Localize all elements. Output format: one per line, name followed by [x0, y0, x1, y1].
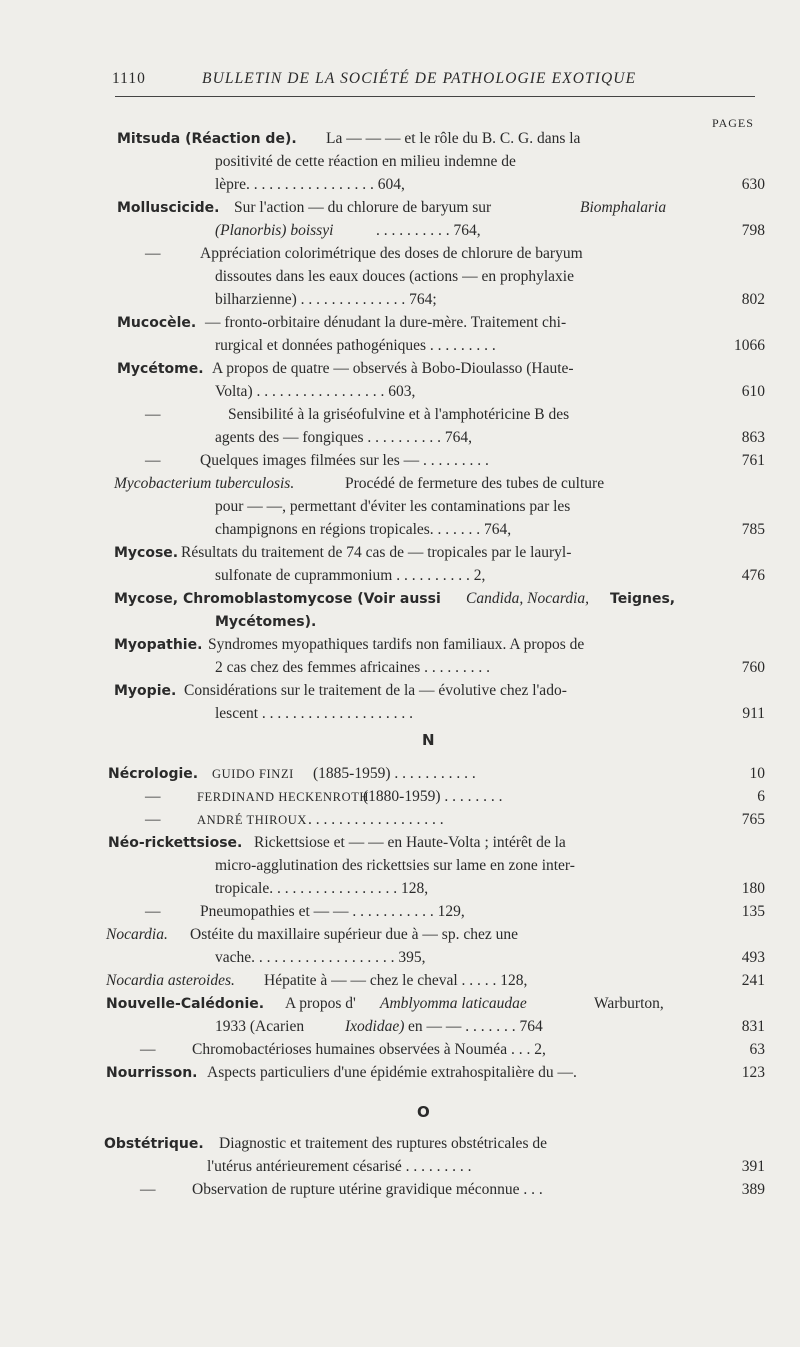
journal-title: BULLETIN DE LA SOCIÉTÉ DE PATHOLOGIE EXOTIQUE [202, 70, 637, 87]
person-name: GUIDO FINZI [212, 767, 294, 781]
entry-heading: Mitsuda (Réaction de). [117, 131, 297, 147]
entry-text: micro-agglutination des rickettsies sur lame en zone inter- [215, 857, 575, 874]
entry-text: sulfonate de cuprammonium . . . . . . . . . . 2, [215, 567, 486, 584]
ditto-dash: — [140, 1041, 156, 1058]
entry-text: Procédé de fermeture des tubes de culture [345, 475, 605, 492]
entry-italic-text: Candida, Nocardia, [466, 590, 590, 607]
page-reference: 241 [741, 972, 765, 989]
entry-italic-text: (Planorbis) boissyi [215, 222, 334, 239]
entry-italic-heading: Nocardia asteroides. [106, 972, 235, 989]
page-reference: 831 [741, 1018, 765, 1035]
page-reference: 123 [741, 1064, 765, 1081]
entry-text: agents des — fongiques . . . . . . . . . . 764, [215, 429, 473, 446]
person-name: ANDRÉ THIROUX [197, 813, 307, 827]
entry-heading: Nourrisson. [106, 1065, 198, 1081]
entry-text: Chromobactérioses humaines observées à Nouméa . . . 2, [192, 1041, 546, 1058]
entry-italic-text: Amblyomma laticaudae [380, 995, 527, 1012]
pages-column-label: PAGES [712, 116, 754, 130]
entry-text: pour — —, permettant d'éviter les contaminations par les [215, 498, 571, 515]
entry-text: 2 cas chez des femmes africaines . . . . . . . . . [215, 659, 491, 676]
page-reference: 911 [742, 705, 765, 722]
entry-text: Aspects particuliers d'une épidémie extrahospitalière du —. [207, 1064, 577, 1081]
entry-text: en — — . . . . . . . 764 [408, 1018, 543, 1035]
page-reference: 135 [741, 903, 765, 920]
entry-heading: Teignes, [610, 591, 676, 607]
entry-text: champignons en régions tropicales. . . . . . . 764, [215, 521, 512, 538]
entry-text: Appréciation colorimétrique des doses de chlorure de baryum [200, 245, 583, 262]
entry-text: (1880-1959) . . . . . . . . [363, 788, 503, 805]
entry-text: Volta) . . . . . . . . . . . . . . . . . 603, [215, 383, 416, 400]
page-reference: 180 [741, 880, 765, 897]
page-reference: 389 [741, 1181, 765, 1198]
entry-text: Sur l'action — du chlorure de baryum sur [234, 199, 492, 216]
entry-text: Diagnostic et traitement des ruptures obstétricales de [219, 1135, 547, 1152]
page-reference: 765 [741, 811, 765, 828]
ditto-dash: — [145, 811, 161, 828]
entry-heading: Nouvelle-Calédonie. [106, 996, 265, 1012]
entry-text: . . . . . . . . . . . . . . . . . . [308, 811, 444, 828]
entry-text: A propos de quatre — observés à Bobo-Dioulasso (Haute- [212, 360, 574, 377]
entry-text: lescent . . . . . . . . . . . . . . . . . . . . [215, 705, 414, 722]
entry-text: lèpre. . . . . . . . . . . . . . . . . 604, [215, 176, 405, 193]
page-reference: 391 [741, 1158, 765, 1175]
ditto-dash: — [140, 1181, 156, 1198]
page-reference: 493 [741, 949, 765, 966]
entry-text: Considérations sur le traitement de la — évolutive chez l'ado- [184, 682, 567, 699]
entry-heading: Mucocèle. [117, 315, 197, 331]
entry-heading: Obstétrique. [104, 1136, 204, 1152]
page-reference: 1066 [734, 337, 765, 354]
entry-text: 1933 (Acarien [215, 1018, 305, 1035]
entry-text: . . . . . . . . . . 764, [376, 222, 481, 239]
page-number: 1110 [112, 70, 146, 87]
entry-text: Sensibilité à la griséofulvine et à l'amphotéricine B des [228, 406, 570, 423]
entry-text: rurgical et données pathogéniques . . . . . . . . . [215, 337, 496, 354]
entry-text: bilharzienne) . . . . . . . . . . . . . . 764; [215, 291, 437, 308]
entry-text: tropicale. . . . . . . . . . . . . . . . . 128, [215, 880, 429, 897]
section-letter-n: N [422, 731, 435, 749]
page-reference: 760 [741, 659, 765, 676]
entry-text: Hépatite à — — chez le cheval . . . . . 128, [264, 972, 528, 989]
entry-heading: Nécrologie. [108, 766, 199, 782]
entry-text: Pneumopathies et — — . . . . . . . . . . . 129, [200, 903, 465, 920]
page-reference: 10 [749, 765, 765, 782]
entry-text: Observation de rupture utérine gravidique méconnue . . . [192, 1181, 543, 1198]
entry-text: — fronto-orbitaire dénudant la dure-mère. Traitement chi- [205, 314, 567, 331]
entry-heading: Molluscicide. [117, 200, 220, 216]
page-reference: 63 [749, 1041, 765, 1058]
ditto-dash: — [145, 903, 161, 920]
ditto-dash: — [145, 245, 161, 262]
entry-text: A propos d' [285, 995, 356, 1012]
entry-text: La — — — et le rôle du B. C. G. dans la [326, 130, 581, 147]
page-reference: 798 [741, 222, 765, 239]
entry-text: l'utérus antérieurement césarisé . . . . . . . . . [207, 1158, 472, 1175]
entry-heading: Myopathie. [114, 637, 203, 653]
entry-text: Rickettsiose et — — en Haute-Volta ; intérêt de la [254, 834, 566, 851]
entry-italic-text: Biomphalaria [580, 199, 667, 216]
page-reference: 802 [741, 291, 765, 308]
ditto-dash: — [145, 406, 161, 423]
entry-heading: Myopie. [114, 683, 177, 699]
person-name: FERDINAND HECKENROTH [197, 790, 370, 804]
entry-heading: Mycose. [114, 545, 179, 561]
entry-heading: Néo-rickettsiose. [108, 835, 243, 851]
header-rule [115, 96, 755, 97]
ditto-dash: — [145, 452, 161, 469]
page-reference: 610 [741, 383, 765, 400]
entry-heading: Mycétomes). [215, 614, 317, 630]
entry-text: dissoutes dans les eaux douces (actions — en prophylaxie [215, 268, 574, 285]
entry-italic-text: Ixodidae) [345, 1018, 405, 1035]
section-letter-o: O [417, 1103, 430, 1121]
entry-text: Résultats du traitement de 74 cas de — tropicales par le lauryl- [181, 544, 572, 561]
page-reference: 476 [741, 567, 765, 584]
entry-heading: Mycétome. [117, 361, 204, 377]
entry-text: Syndromes myopathiques tardifs non familiaux. A propos de [208, 636, 585, 653]
page-reference: 863 [741, 429, 765, 446]
page-reference: 761 [741, 452, 765, 469]
page-reference: 6 [757, 788, 765, 805]
entry-text: Quelques images filmées sur les — . . . . . . . . . [200, 452, 489, 469]
page-reference: 785 [741, 521, 765, 538]
entry-text: (1885-1959) . . . . . . . . . . . [313, 765, 476, 782]
entry-text: positivité de cette réaction en milieu indemne de [215, 153, 516, 170]
entry-text: vache. . . . . . . . . . . . . . . . . . . 395, [215, 949, 426, 966]
page-reference: 630 [741, 176, 765, 193]
ditto-dash: — [145, 788, 161, 805]
entry-heading: Mycose, Chromoblastomycose (Voir aussi [114, 591, 441, 607]
entry-italic-heading: Nocardia. [106, 926, 168, 943]
entry-text: Warburton, [594, 995, 664, 1012]
entry-italic-heading: Mycobacterium tuberculosis. [114, 475, 295, 492]
entry-text: Ostéite du maxillaire supérieur due à — sp. chez une [190, 926, 518, 943]
